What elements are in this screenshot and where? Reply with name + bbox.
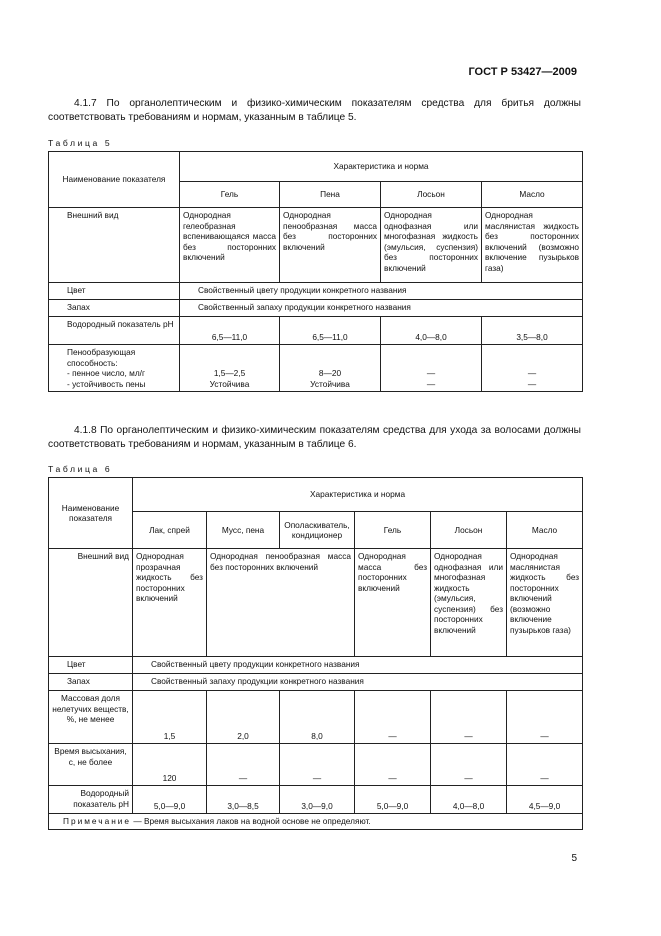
- t5-col-oil: Масло: [482, 182, 583, 208]
- t6-cell: 3,0—8,5: [207, 786, 280, 814]
- t5-cell-value: 8—20: [318, 368, 342, 378]
- t5-foaming-sub2: - устойчивость пены: [67, 378, 146, 389]
- t5-cell: 6,5—11,0: [180, 317, 280, 345]
- t5-col-gel: Гель: [180, 182, 280, 208]
- t6-cell: Однородная однофазная или многофазная жидкость (эмульсия, суспензия) без посторонних включений: [431, 549, 507, 657]
- t6-cell: —: [507, 691, 583, 744]
- t5-cell: Однородная гелеобразная вспенивающаяся масса без посторонних включений: [180, 208, 280, 283]
- t6-row-nonvolatile: Массовая доля нелетучих веществ, %, не менее: [49, 691, 133, 744]
- t5-foaming-sub1: - пенное число, мл/г: [67, 368, 146, 378]
- t6-cell: 1,5: [133, 691, 207, 744]
- t6-header-name: Наименование показателя: [49, 478, 133, 549]
- t6-cell: Однородная пенообразная масса без посторонних включений: [207, 549, 355, 657]
- t5-row-color: Цвет: [49, 283, 180, 300]
- t6-cell: —: [431, 691, 507, 744]
- t6-cell: 4,0—8,0: [431, 786, 507, 814]
- t6-cell: 5,0—9,0: [355, 786, 431, 814]
- section-4-1-8-text: 4.1.8 По органолептическим и физико-химическим показателям средства для ухода за волосами должны соответствовать требованиям и нормам, указанным в таблице 6.: [48, 425, 581, 450]
- t6-cell: 5,0—9,0: [133, 786, 207, 814]
- t6-cell: Однородная маслянистая жидкость без посторонних включений (возможно включение пузырьков газа): [507, 549, 583, 657]
- t5-cell-value: Устойчива: [209, 378, 250, 389]
- t6-col-lotion: Лосьон: [431, 512, 507, 549]
- t6-row-color: Цвет: [49, 657, 133, 674]
- t5-cell-value: —: [426, 368, 436, 378]
- t5-cell: Однородная маслянистая жидкость без посторонних включений (возможно включение пузырьков газа): [482, 208, 583, 283]
- t5-row-ph: Водородный показатель pH: [49, 317, 180, 345]
- t6-note-text: — Время высыхания лаков на водной основе не определяют.: [131, 816, 371, 826]
- table-5: [48, 151, 583, 392]
- t6-cell: Однородная масса без посторонних включений: [355, 549, 431, 657]
- t6-row-ph: Водородный показатель pH: [49, 786, 133, 814]
- t6-cell: 4,5—9,0: [507, 786, 583, 814]
- table-6: [48, 477, 583, 830]
- t5-cell-value: —: [426, 378, 436, 389]
- section-4-1-7-text: 4.1.7 По органолептическим и физико-химическим показателям средства для бритья должны соответствовать требованиям и нормам, указанным в таблице 5.: [48, 98, 581, 123]
- t5-cell: 6,5—11,0: [280, 317, 381, 345]
- t6-note-label: Примечание: [63, 816, 132, 826]
- t6-col-gel: Гель: [355, 512, 431, 549]
- t5-cell: [180, 345, 280, 392]
- t6-cell: —: [507, 744, 583, 786]
- t6-cell: Однородная прозрачная жидкость без посторонних включений: [133, 549, 207, 657]
- t5-col-lotion: Лосьон: [381, 182, 482, 208]
- table-6-caption: Таблица 6: [48, 464, 113, 474]
- t6-cell: —: [207, 744, 280, 786]
- t6-cell: —: [355, 744, 431, 786]
- t6-row-appearance: Внешний вид: [49, 549, 133, 657]
- page-number: 5: [571, 853, 577, 864]
- t6-col-oil: Масло: [507, 512, 583, 549]
- t5-cell: [482, 345, 583, 392]
- t6-col-lacquer: Лак, спрей: [133, 512, 207, 549]
- t5-cell-value: —: [527, 378, 537, 389]
- t6-cell: —: [280, 744, 355, 786]
- t6-cell: 2,0: [207, 691, 280, 744]
- t5-cell-value: Устойчива: [310, 378, 350, 389]
- t5-foaming-label: Пенообразующая способность:: [67, 347, 136, 368]
- t6-cell: 120: [133, 744, 207, 786]
- t5-cell: 4,0—8,0: [381, 317, 482, 345]
- t6-row-drying-time: Время высыхания, с, не более: [49, 744, 133, 786]
- t6-cell: Свойственный запаху продукции конкретного названия: [133, 674, 583, 691]
- t6-col-conditioner: Ополаскиватель, кондиционер: [280, 512, 355, 549]
- t5-cell: Свойственный цвету продукции конкретного названия: [180, 283, 583, 300]
- t5-row-appearance: Внешний вид: [49, 208, 180, 283]
- t5-col-foam: Пена: [280, 182, 381, 208]
- t5-cell-value: —: [527, 368, 537, 378]
- table-5-caption: Таблица 5: [48, 138, 113, 148]
- t5-header-name: Наименование показателя: [49, 152, 180, 208]
- document-code: ГОСТ Р 53427—2009: [468, 66, 577, 78]
- t6-cell: 8,0: [280, 691, 355, 744]
- t6-cell: Свойственный цвету продукции конкретного названия: [133, 657, 583, 674]
- t5-row-foaming: [49, 345, 180, 392]
- t5-group-header: Характеристика и норма: [180, 152, 583, 182]
- t6-cell: —: [355, 691, 431, 744]
- t6-col-mousse: Мусс, пена: [207, 512, 280, 549]
- t6-note: [49, 814, 583, 830]
- t5-cell: Свойственный запаху продукции конкретного названия: [180, 300, 583, 317]
- t6-row-smell: Запах: [49, 674, 133, 691]
- t6-cell: 3,0—9,0: [280, 786, 355, 814]
- t5-cell-value: 1,5—2,5: [213, 368, 246, 378]
- t5-row-smell: Запах: [49, 300, 180, 317]
- t5-cell: Однородная пенообразная масса без посторонних включений: [280, 208, 381, 283]
- t5-cell: 3,5—8,0: [482, 317, 583, 345]
- t6-group-header: Характеристика и норма: [133, 478, 583, 512]
- t5-cell: Однородная однофазная или многофазная жидкость (эмульсия, суспензия) без посторонних включений: [381, 208, 482, 283]
- t6-cell: —: [431, 744, 507, 786]
- t5-cell: [280, 345, 381, 392]
- t5-cell: [381, 345, 482, 392]
